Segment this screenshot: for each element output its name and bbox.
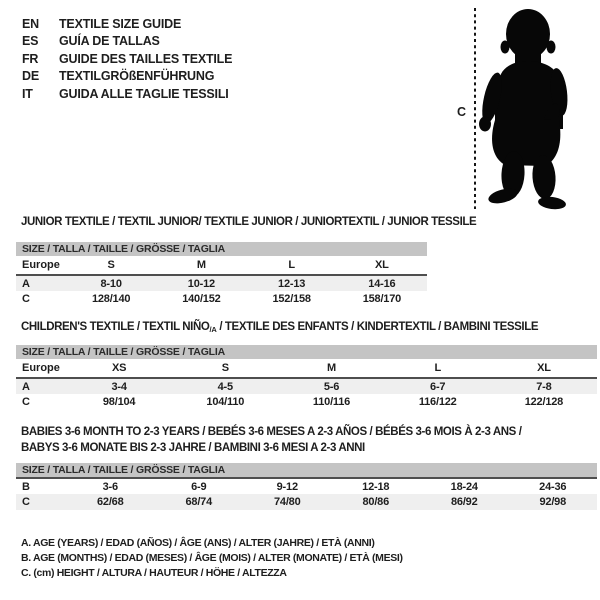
table-row-height [16,394,597,409]
table-cell: XL [375,259,389,271]
heading-text: CHILDREN'S TEXTILE / TEXTIL NIÑO [21,321,210,333]
lang-row-en [22,15,232,33]
table-cell: 6-7 [430,380,446,393]
children-section-heading [21,320,538,337]
lang-code: ES [22,34,39,49]
row-label: Europe [22,362,60,374]
heading-line-1: BABIES 3-6 MONTH TO 2-3 YEARS / BEBÉS 3-6 MESES A 2-3 AÑOS / BÉBÉS 3-6 MOIS À 2-3 ANS / [21,426,522,438]
table-cell: S [221,362,229,374]
table-row-months [16,479,597,494]
table-cell: 104/110 [206,395,245,408]
table-cell: M [196,259,206,271]
lang-label: GUIDA ALLE TAGLIE TESSILI [59,86,229,101]
table-cell: 9-12 [276,480,298,493]
table-cell: 122/128 [524,395,564,408]
language-list [22,15,232,103]
size-header-bar: SIZE / TALLA / TAILLE / GRÖSSE / TAGLIA [16,345,597,359]
row-label: C [22,395,30,408]
row-label: B [22,480,30,493]
table-cell: L [288,259,295,271]
table-cell: 158/170 [362,292,402,305]
table-cell: 116/122 [418,395,457,408]
table-cell: 10-12 [187,277,215,290]
heading-subscript: /A [209,325,217,334]
lang-label: GUÍA DE TALLAS [59,34,160,49]
table-row-europe [16,359,597,379]
table-cell: M [327,362,336,374]
table-cell: S [107,259,115,271]
table-cell: XL [537,362,551,374]
table-cell: L [434,362,441,374]
row-label: A [22,380,30,393]
table-cell: 8-10 [100,277,122,290]
lang-label: TEXTILGRÖßENFÜHRUNG [59,69,215,84]
babies-section-heading [21,425,522,456]
table-row-height [16,494,597,510]
height-label-c: C [457,105,467,119]
table-cell: 92/98 [539,496,567,508]
table-row-age [16,379,597,394]
table-cell: 18-24 [450,480,478,493]
table-cell: 4-5 [217,380,233,393]
table-cell: 98/104 [102,395,136,408]
lang-label: GUIDE DES TAILLES TEXTILE [59,51,233,66]
table-cell: 12-13 [278,277,306,290]
table-cell: 80/86 [362,496,390,508]
lang-row-es [22,33,232,51]
table-cell: 14-16 [368,277,396,290]
table-cell: 5-6 [323,380,340,393]
lang-label: TEXTILE SIZE GUIDE [59,16,182,31]
table-cell: 3-4 [111,380,127,393]
junior-section-heading: JUNIOR TEXTILE / TEXTIL JUNIOR/ TEXTILE JUNIOR / JUNIORTEXTIL / JUNIOR TESSILE [21,216,477,228]
footnotes [21,536,403,582]
table-row-height [16,291,427,306]
table-cell: XS [111,362,127,374]
lang-code: EN [22,16,39,31]
table-cell: 68/74 [185,496,213,508]
row-label: A [22,277,30,290]
lang-code: FR [22,51,39,66]
footnote-c: C. (cm) HEIGHT / ALTURA / HAUTEUR / HÖHE / ALTEZZA [21,567,287,580]
lang-code: IT [22,86,33,101]
junior-size-table [16,242,427,306]
baby-silhouette-icon [455,4,590,214]
table-cell: 128/140 [91,292,131,305]
size-header-bar: SIZE / TALLA / TAILLE / GRÖSSE / TAGLIA [16,242,427,256]
size-header-bar: SIZE / TALLA / TAILLE / GRÖSSE / TAGLIA [16,463,597,479]
table-row-europe [16,256,427,276]
lang-row-it [22,85,232,103]
table-cell: 62/68 [96,496,124,508]
lang-row-de [22,68,232,86]
heading-text: / TEXTILE DES ENFANTS / KINDERTEXTIL / BAMBINI TESSILE [216,321,539,333]
lang-code: DE [22,69,39,84]
table-cell: 3-6 [102,480,118,493]
footnote-a: A. AGE (YEARS) / EDAD (AÑOS) / ÂGE (ANS) / ALTER (JAHRE) / ETÀ (ANNI) [21,537,375,549]
table-cell: 12-18 [362,480,390,493]
table-cell: 140/152 [182,292,221,305]
table-cell: 6-9 [191,480,207,493]
row-label: C [22,496,30,508]
row-label: Europe [22,259,60,271]
table-cell: 86/92 [450,496,478,508]
lang-row-fr [22,50,232,68]
table-cell: 110/116 [312,395,351,408]
babies-size-table [16,463,597,510]
children-size-table [16,345,597,409]
table-row-age [16,276,427,291]
table-cell: 7-8 [536,380,552,393]
row-label: C [22,292,30,305]
heading-line-2: BABYS 3-6 MONATE BIS 2-3 JAHRE / BAMBINI 3-6 MESI A 2-3 ANNI [21,441,365,454]
table-cell: 24-36 [539,480,567,493]
footnote-b: B. AGE (MONTHS) / EDAD (MESES) / ÂGE (MOIS) / ALTER (MONATE) / ETÀ (MESI) [21,552,403,565]
baby-silhouette-figure [455,4,590,214]
table-cell: 74/80 [273,496,301,508]
table-cell: 152/158 [272,292,311,305]
